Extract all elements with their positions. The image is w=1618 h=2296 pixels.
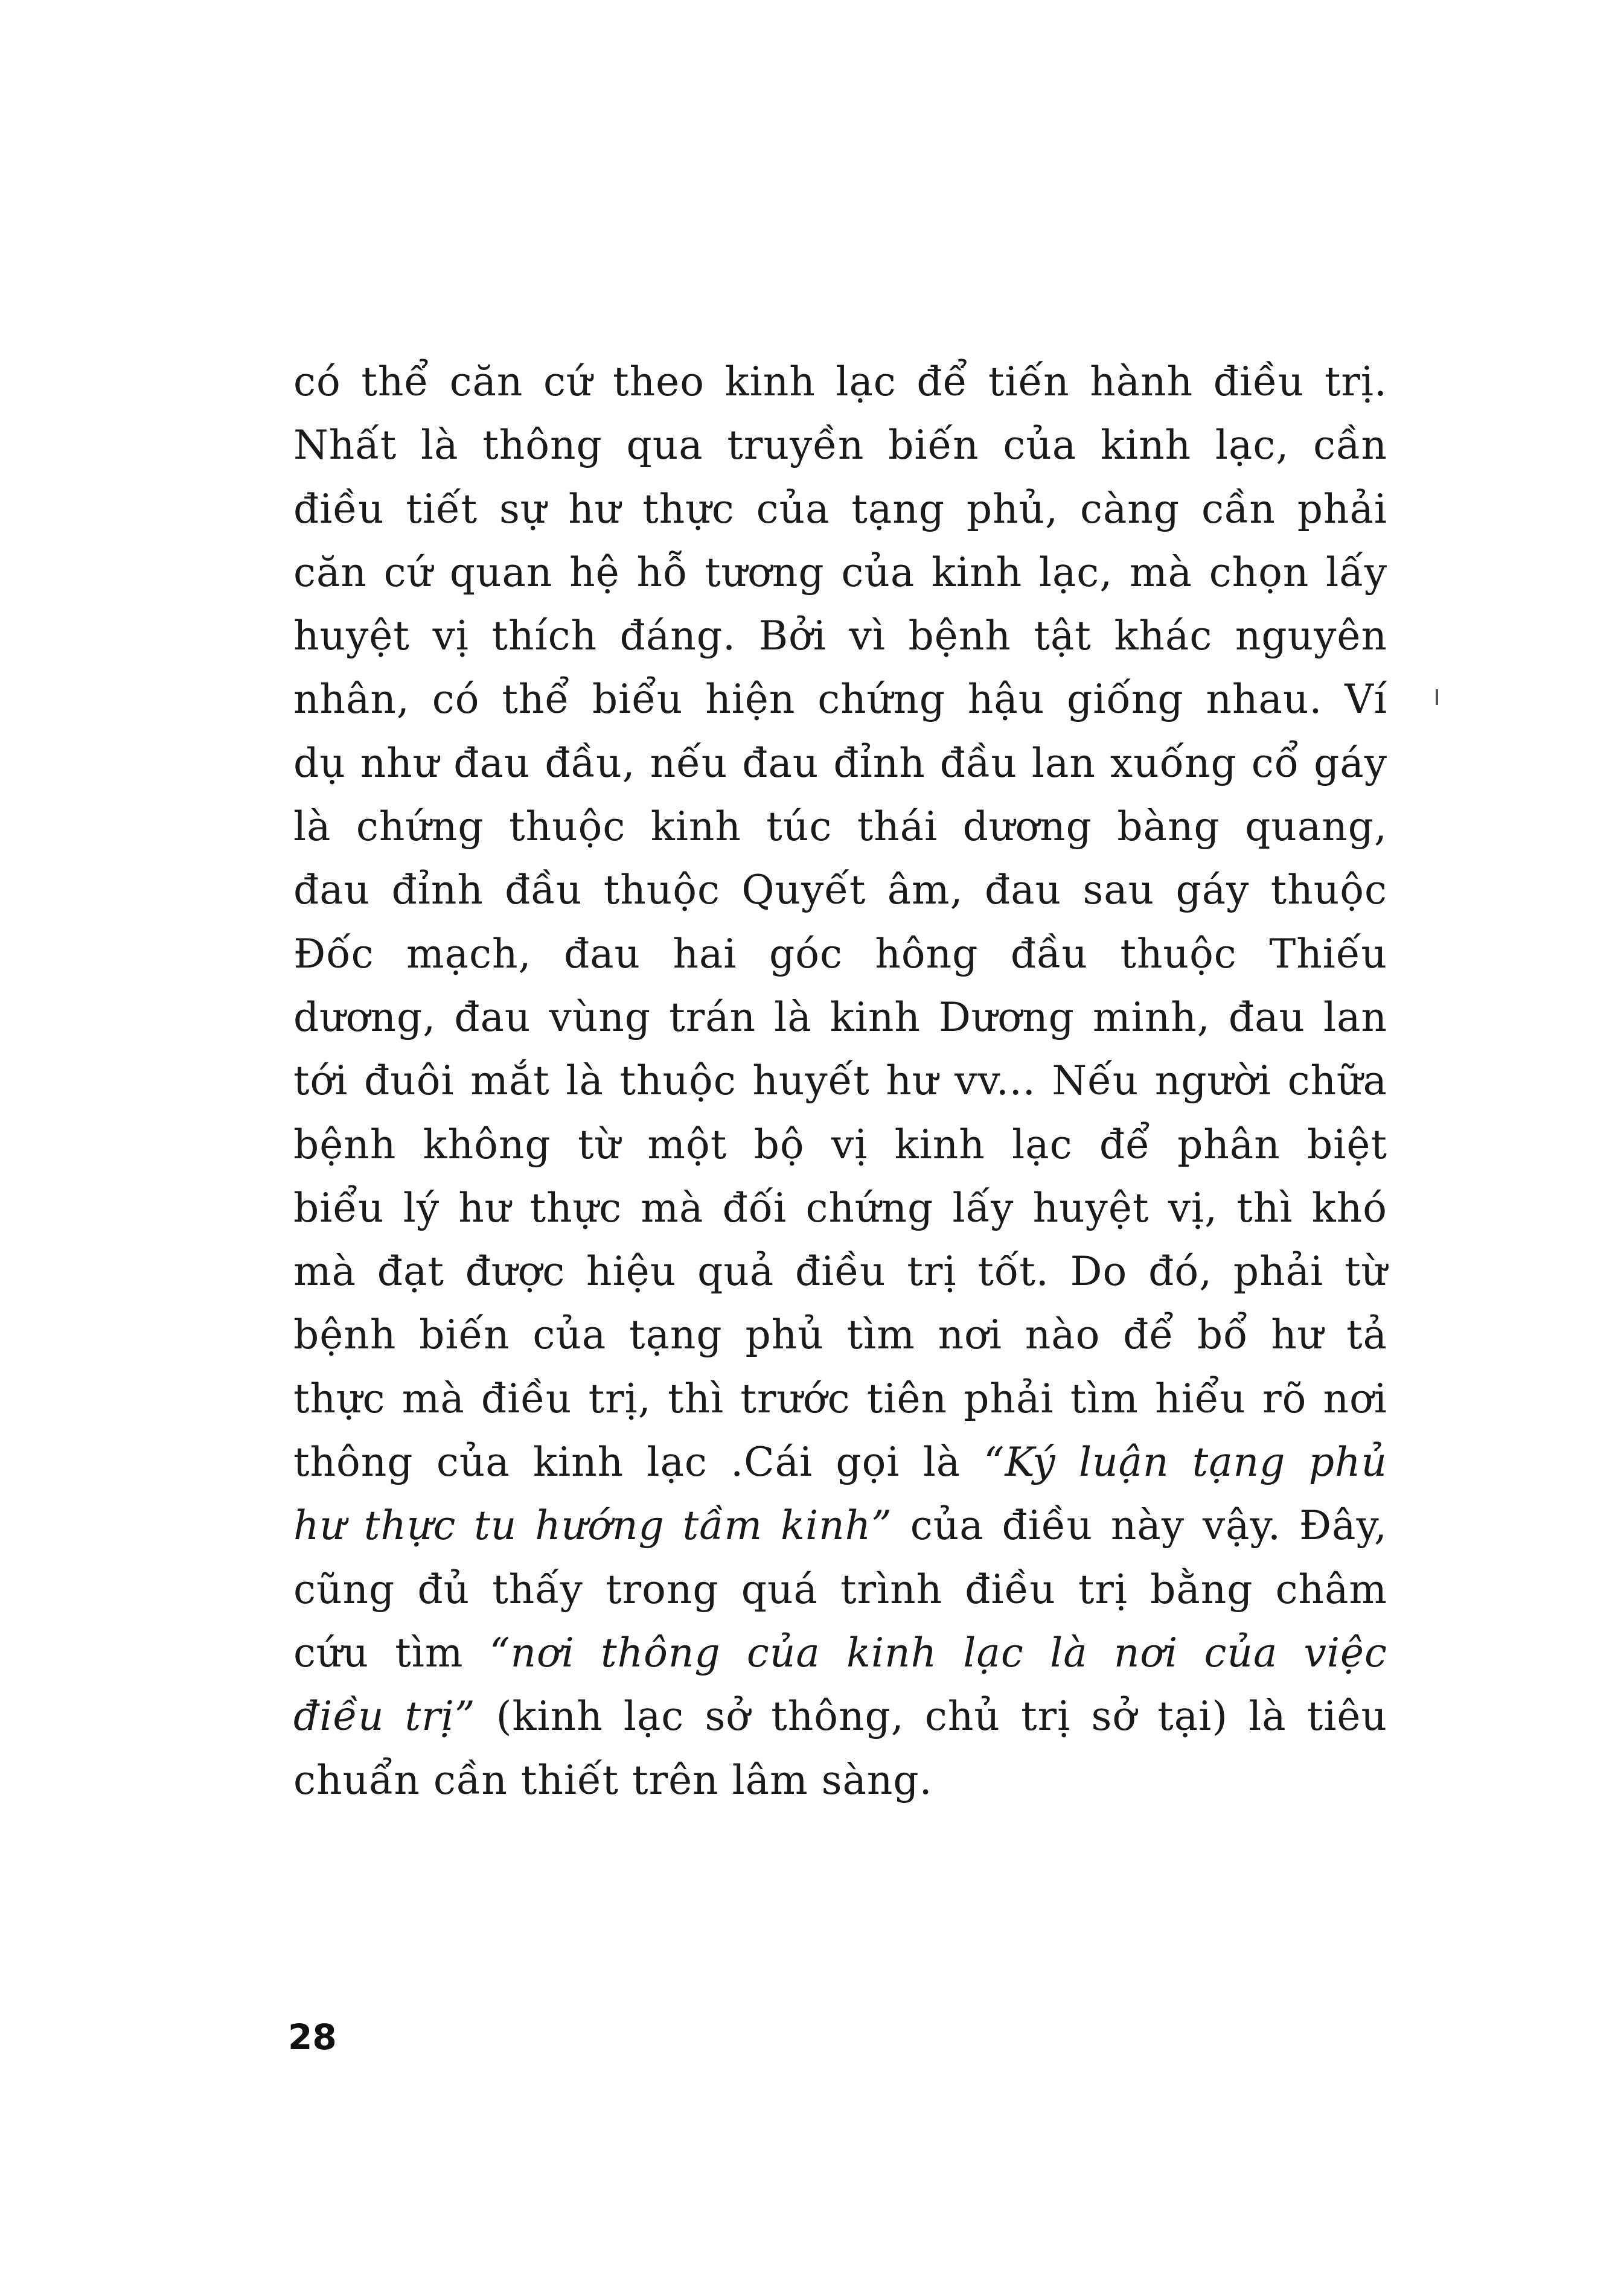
text-segment: chuẩn cần thiết trên lâm sàng.: [293, 1756, 933, 1803]
text-line: [293, 1494, 1387, 1557]
text-segment: đau đỉnh đầu thuộc Quyết âm, đau sau gáy thuộc: [293, 867, 1387, 914]
text-line: [293, 795, 1387, 858]
body-paragraph: [293, 350, 1387, 1812]
text-line: [293, 1176, 1387, 1240]
text-segment: cứu tìm: [293, 1629, 490, 1676]
text-line: [293, 1240, 1387, 1303]
print-speck: [1436, 689, 1438, 705]
text-line: [293, 1621, 1387, 1685]
text-line: [293, 1558, 1387, 1621]
text-segment: tới đuôi mắt là thuộc huyết hư vv... Nếu người chữa: [293, 1057, 1387, 1105]
text-segment: cũng đủ thấy trong quá trình điều trị bằng châm: [293, 1566, 1387, 1613]
text-segment: bệnh không từ một bộ vị kinh lạc để phân biệt: [293, 1121, 1387, 1168]
text-line: [293, 1430, 1387, 1494]
text-line: [293, 604, 1387, 668]
text-line: [293, 732, 1387, 795]
text-line: [293, 1113, 1387, 1176]
quoted-phrase: điều trị”: [293, 1693, 476, 1740]
text-line: [293, 350, 1387, 413]
text-line: [293, 541, 1387, 604]
text-segment: thông của kinh lạc .Cái gọi là: [293, 1439, 984, 1486]
text-segment: là chứng thuộc kinh túc thái dương bàng quang,: [293, 803, 1387, 850]
text-line: [293, 1303, 1387, 1366]
text-segment: Đốc mạch, đau hai góc hông đầu thuộc Thiếu: [293, 930, 1387, 977]
text-segment: thực mà điều trị, thì trước tiên phải tìm hiểu rõ nơi: [293, 1375, 1387, 1422]
page-number: 28: [288, 2017, 337, 2058]
text-segment: có thể căn cứ theo kinh lạc để tiến hành điều trị.: [293, 359, 1387, 405]
text-segment: nhân, có thể biểu hiện chứng hậu giống nhau. Ví: [293, 676, 1387, 723]
text-line: [293, 986, 1387, 1049]
text-segment: căn cứ quan hệ hỗ tương của kinh lạc, mà chọn lấy: [293, 549, 1387, 596]
text-segment: điều tiết sự hư thực của tạng phủ, càng cần phải: [293, 485, 1387, 532]
text-segment: (kinh lạc sở thông, chủ trị sở tại) là tiêu: [475, 1693, 1387, 1740]
text-segment: của điều này vậy. Đây,: [892, 1502, 1387, 1549]
text-line: [293, 668, 1387, 731]
quoted-phrase: “nơi thông của kinh lạc là nơi của việc: [489, 1629, 1387, 1676]
text-line: [293, 1749, 1387, 1812]
text-segment: Nhất là thông qua truyền biến của kinh lạc, cần: [293, 422, 1387, 469]
text-segment: mà đạt được hiệu quả điều trị tốt. Do đó, phải từ: [293, 1248, 1387, 1295]
text-segment: dương, đau vùng trán là kinh Dương minh, đau lan: [293, 993, 1387, 1041]
text-segment: dụ như đau đầu, nếu đau đỉnh đầu lan xuống cổ gáy: [293, 739, 1387, 786]
text-line: [293, 413, 1387, 477]
text-segment: biểu lý hư thực mà đối chứng lấy huyệt vị, thì khó: [293, 1184, 1387, 1231]
text-line: [293, 922, 1387, 986]
text-segment: bệnh biến của tạng phủ tìm nơi nào để bổ hư tả: [293, 1312, 1387, 1359]
text-line: [293, 858, 1387, 922]
text-line: [293, 1049, 1387, 1112]
quoted-phrase: “Ký luận tạng phủ: [983, 1439, 1387, 1486]
text-segment: huyệt vị thích đáng. Bởi vì bệnh tật khác nguyên: [293, 613, 1387, 660]
text-line: [293, 1367, 1387, 1430]
text-line: [293, 1685, 1387, 1748]
quoted-phrase: hư thực tu hướng tầm kinh”: [293, 1502, 892, 1549]
text-line: [293, 477, 1387, 541]
